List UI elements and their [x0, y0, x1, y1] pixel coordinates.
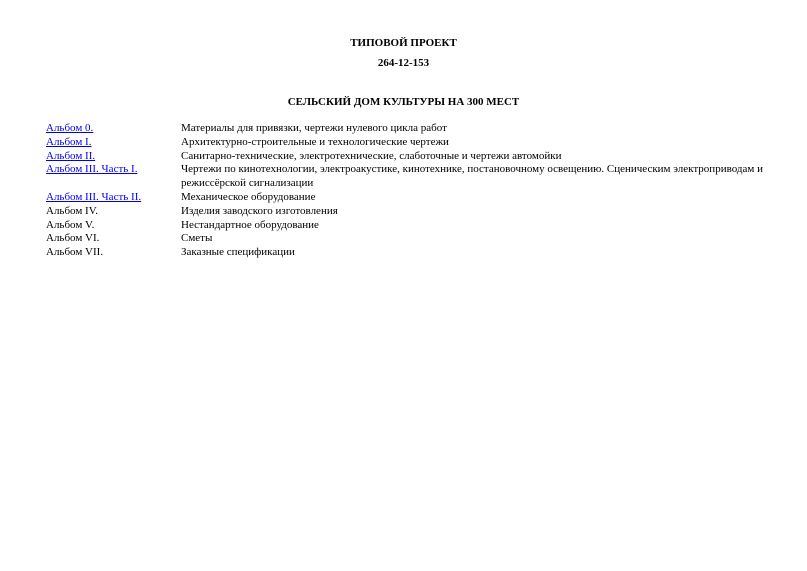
project-subject: СЕЛЬСКИЙ ДОМ КУЛЬТУРЫ НА 300 МЕСТ — [287, 96, 520, 108]
album-cell — [46, 150, 181, 164]
document-heading: ТИПОВОЙ ПРОЕКТ — [350, 37, 457, 49]
list-item — [46, 205, 776, 219]
album-2-link[interactable]: Альбом II. — [46, 149, 96, 162]
album-description: Сметы — [181, 232, 213, 245]
album-description: Механическое оборудование — [181, 190, 316, 203]
album-cell — [46, 191, 181, 205]
album-label: Альбом VII. — [46, 246, 104, 259]
album-description: Нестандартное оборудование — [181, 218, 319, 231]
album-description: Архитектурно-строительные и технологические чертежи — [181, 135, 449, 148]
list-item — [46, 191, 776, 205]
album-cell — [46, 122, 181, 136]
album-description: Изделия заводского изготовления — [181, 204, 338, 217]
album-1-link[interactable]: Альбом I. — [46, 135, 92, 148]
list-item — [46, 163, 776, 191]
album-description: Санитарно-технические, электротехнические, слаботочные и чертежи автомойки — [181, 149, 562, 162]
list-item — [46, 136, 776, 150]
album-description: Заказные спецификации — [181, 246, 295, 259]
album-cell — [46, 136, 181, 150]
album-description: Чертежи по кинотехнологии, электроакустике, кинотехнике, постановочному освещению. Сценическим электроприводам и режиссёрской сигнализации — [181, 163, 763, 190]
album-label: Альбом VI. — [46, 232, 100, 245]
list-item — [46, 232, 776, 246]
list-item — [46, 122, 776, 136]
list-item — [46, 150, 776, 164]
album-description: Материалы для привязки, чертежи нулевого цикла работ — [181, 122, 447, 134]
project-number: 264-12-153 — [377, 57, 430, 69]
album-label: Альбом V. — [46, 218, 95, 231]
album-3-part-1-link[interactable]: Альбом III. Часть I. — [46, 163, 138, 176]
album-3-part-2-link[interactable]: Альбом III. Часть II. — [46, 190, 142, 203]
album-0-link[interactable]: Альбом 0. — [46, 122, 94, 134]
list-item — [46, 246, 776, 260]
album-list — [46, 122, 776, 260]
list-item — [46, 219, 776, 233]
album-cell — [46, 163, 181, 177]
album-label: Альбом IV. — [46, 204, 98, 217]
